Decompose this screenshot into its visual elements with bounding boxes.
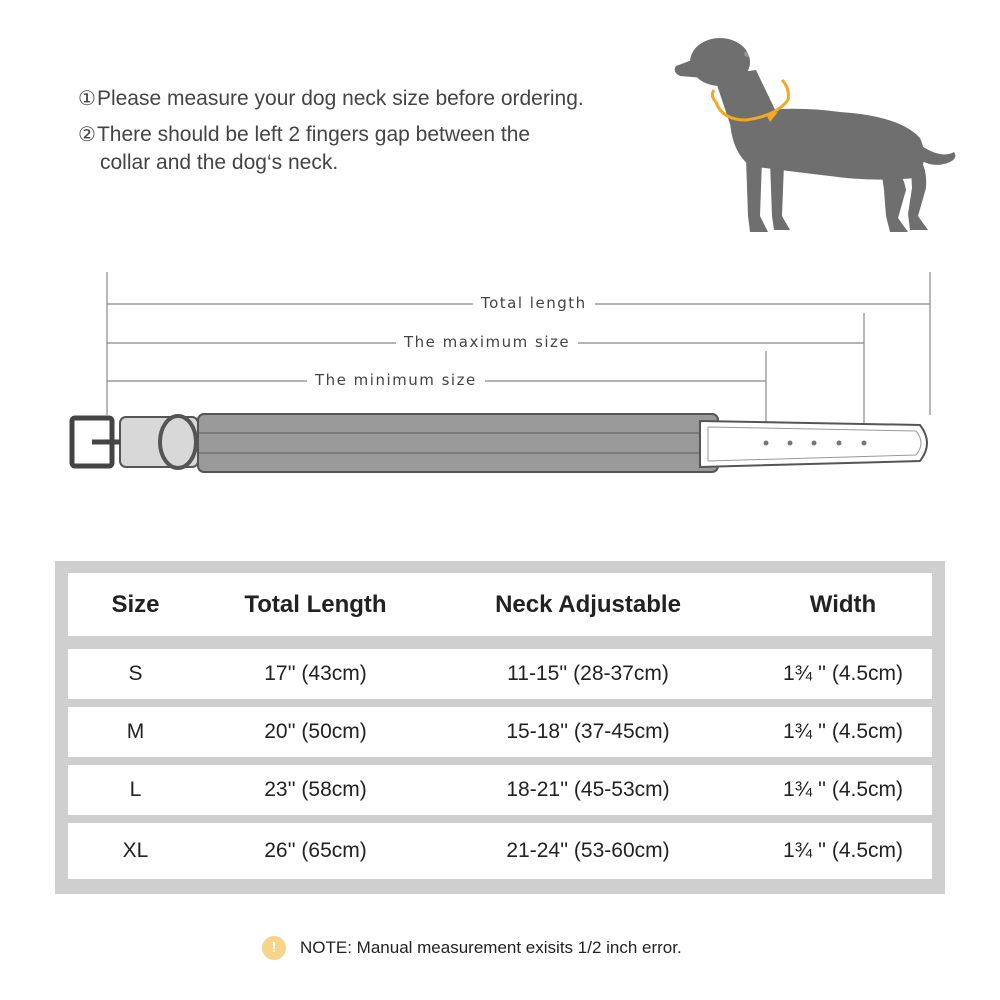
cell-size: M (126, 720, 145, 743)
table-row (68, 707, 932, 757)
exclamation-icon: ! (262, 936, 286, 960)
note-text: NOTE: Manual measurement exisits 1/2 inch error. (300, 938, 682, 957)
cell-neck-adjustable: 21-24'' (53-60cm) (506, 839, 670, 862)
cell-width: 1¾ '' (4.5cm) (782, 839, 904, 862)
instruction-2 (78, 122, 530, 147)
cell-width: 1¾ '' (4.5cm) (782, 720, 904, 743)
table-row (68, 765, 932, 815)
cell-total-length: 20'' (50cm) (264, 720, 367, 743)
header-neck-adjustable: Neck Adjustable (495, 590, 681, 618)
cell-width: 1¾ '' (4.5cm) (782, 662, 904, 685)
instruction-1-marker: ① (78, 88, 96, 110)
instruction-2-continued: collar and the dog‘s neck. (100, 151, 339, 174)
maximum-size-label: The maximum size (396, 333, 578, 351)
cell-width: 1¾ '' (4.5cm) (782, 778, 904, 801)
dog-silhouette-icon (670, 20, 960, 245)
collar-strap (72, 414, 927, 472)
cell-size: L (129, 778, 142, 801)
cell-size: S (128, 662, 143, 685)
instruction-2-marker: ② (78, 124, 96, 146)
table-row (68, 649, 932, 699)
cell-neck-adjustable: 18-21'' (45-53cm) (506, 778, 670, 801)
collar-measurement-diagram (0, 255, 1000, 495)
cell-total-length: 26'' (65cm) (264, 839, 367, 862)
cell-total-length: 23'' (58cm) (264, 778, 367, 801)
cell-neck-adjustable: 11-15'' (28-37cm) (507, 662, 669, 685)
table-row (68, 823, 932, 879)
minimum-size-label: The minimum size (307, 371, 485, 389)
cell-total-length: 17'' (43cm) (264, 662, 367, 685)
header-size: Size (111, 590, 160, 618)
header-width: Width (809, 590, 877, 618)
size-table (55, 561, 945, 894)
table-header-row (68, 573, 932, 636)
instruction-1-text: Please measure your dog neck size before ordering. (96, 87, 584, 110)
cell-size: XL (122, 839, 149, 862)
instruction-1 (78, 86, 584, 111)
instruction-2-text: There should be left 2 fingers gap between the (96, 123, 531, 146)
cell-neck-adjustable: 15-18'' (37-45cm) (506, 720, 670, 743)
note (262, 936, 682, 960)
header-total-length: Total Length (244, 590, 387, 618)
total-length-label: Total length (473, 294, 595, 312)
